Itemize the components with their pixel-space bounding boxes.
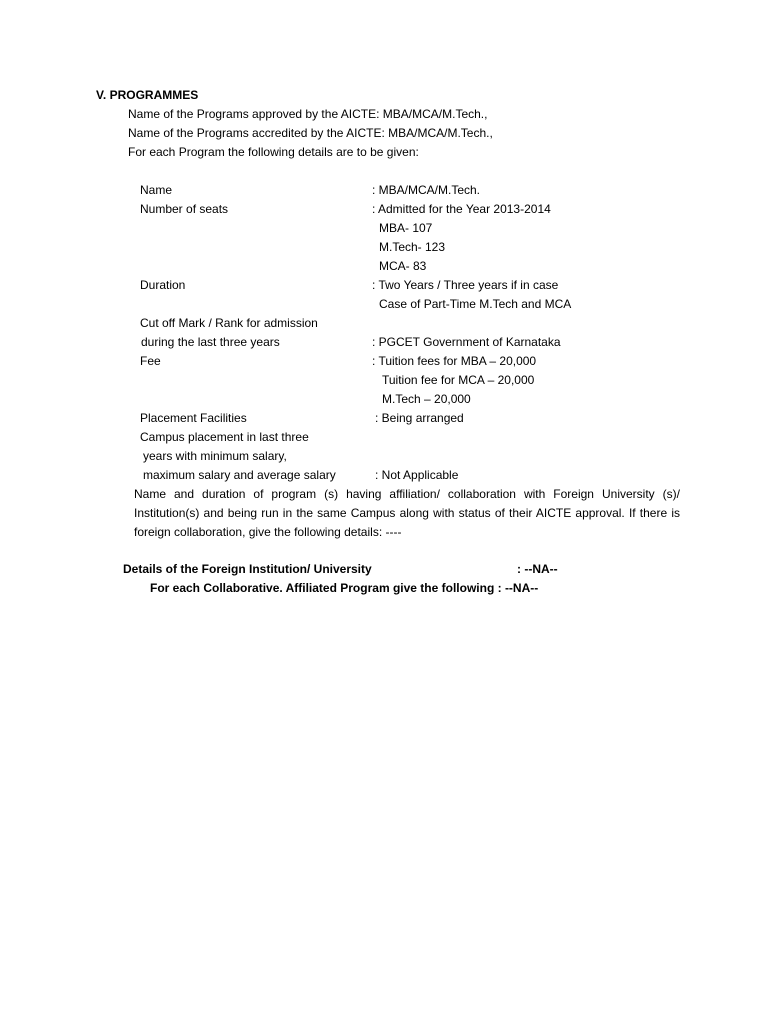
cutoff-value: : PGCET Government of Karnataka xyxy=(372,335,561,349)
intro-instruction: For each Program the following details are to be given: xyxy=(128,145,419,159)
duration-value-line2: Case of Part-Time M.Tech and MCA xyxy=(379,297,572,311)
fee-mca: Tuition fee for MCA – 20,000 xyxy=(382,373,535,387)
section-heading: V. PROGRAMMES xyxy=(96,88,199,102)
duration-label: Duration xyxy=(140,278,186,292)
cutoff-label-1: Cut off Mark / Rank for admission xyxy=(140,316,318,330)
placement-value: : Being arranged xyxy=(375,411,464,425)
seats-mba: MBA- 107 xyxy=(379,221,433,235)
collaboration-paragraph: Name and duration of program (s) having affiliation/ collaboration with Foreign University (s)/ Institution(s) and being run in the same Campus along with status of their AICTE approval. If there is foreign collaboration, give the following details: ---- xyxy=(134,487,680,539)
duration-value: : Two Years / Three years if in case xyxy=(372,278,559,292)
collaborative-program-line: For each Collaborative. Affiliated Program give the following : --NA-- xyxy=(150,581,539,595)
intro-accredited: Name of the Programs accredited by the AICTE: MBA/MCA/M.Tech., xyxy=(128,126,493,140)
seats-mca: MCA- 83 xyxy=(379,259,427,273)
campus-label-2: years with minimum salary, xyxy=(143,449,287,463)
foreign-label: Details of the Foreign Institution/ University xyxy=(123,562,372,576)
fee-label: Fee xyxy=(140,354,161,368)
seats-value: : Admitted for the Year 2013-2014 xyxy=(372,202,551,216)
campus-label-1: Campus placement in last three xyxy=(140,430,309,444)
placement-label: Placement Facilities xyxy=(140,411,247,425)
fee-value: : Tuition fees for MBA – 20,000 xyxy=(372,354,537,368)
name-value: : MBA/MCA/M.Tech. xyxy=(372,183,481,197)
seats-mtech: M.Tech- 123 xyxy=(379,240,446,254)
intro-approved: Name of the Programs approved by the AICTE: MBA/MCA/M.Tech., xyxy=(128,107,488,121)
campus-value: : Not Applicable xyxy=(375,468,459,482)
campus-label-3: maximum salary and average salary xyxy=(143,468,336,482)
name-label: Name xyxy=(140,183,173,197)
foreign-value: : --NA-- xyxy=(517,562,558,576)
seats-label: Number of seats xyxy=(140,202,229,216)
fee-mtech: M.Tech – 20,000 xyxy=(382,392,471,406)
cutoff-label-2: during the last three years xyxy=(141,335,280,349)
